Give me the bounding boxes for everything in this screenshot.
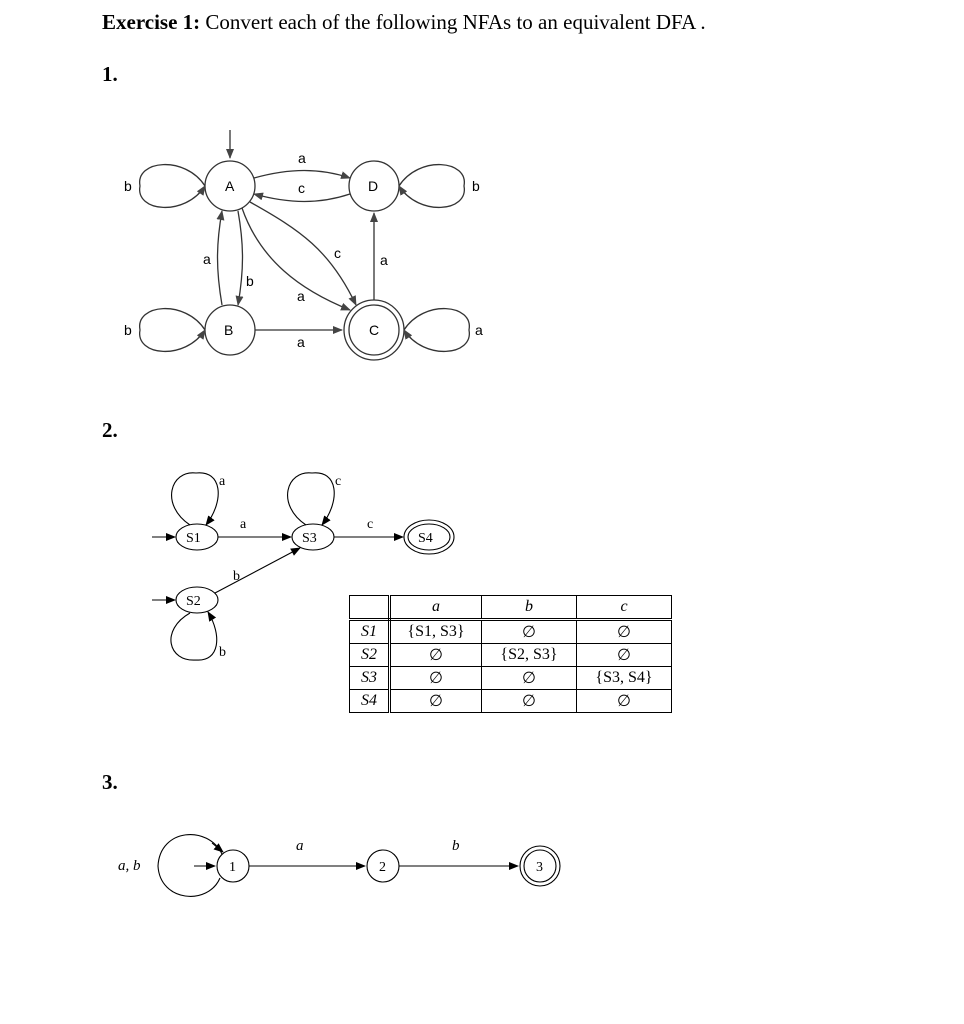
nfa3-label-3: 3 — [536, 860, 543, 875]
table-header-row — [350, 596, 672, 620]
table-row — [350, 644, 672, 667]
nfa1-edge-label-A-C-1: c — [334, 245, 341, 261]
table-cell: {S1, S3} — [390, 620, 482, 644]
nfa1-loop-label-B: b — [124, 322, 132, 338]
table-cell: ∅ — [390, 644, 482, 667]
nfa2-loop-label-S1: a — [219, 474, 226, 489]
table-cell: S4 — [350, 690, 390, 713]
table-cell: ∅ — [390, 667, 482, 690]
nfa3-edge-label-1-2: a — [296, 838, 304, 854]
table-header-cell: c — [577, 596, 672, 620]
table-cell: ∅ — [482, 690, 577, 713]
nfa1-edge-label-C-D: a — [380, 252, 388, 268]
nfa2-loop-S2 — [171, 612, 217, 660]
nfa2-transition-table — [349, 595, 672, 713]
exercise-number-2: 2. — [102, 418, 118, 442]
nfa2-loop-label-S3: c — [335, 474, 342, 489]
nfa1-loop-B — [140, 309, 205, 352]
table-row — [350, 667, 672, 690]
nfa3-label-2: 2 — [379, 860, 386, 875]
nfa1-label-A: A — [225, 178, 235, 194]
nfa2-edge-label-S3-S4: c — [367, 517, 374, 532]
exercise-title: Exercise 1: Convert each of the following NFAs to an equivalent DFA . — [102, 10, 706, 34]
nfa1-edge-label-A-C-2: a — [297, 288, 305, 304]
table-cell: ∅ — [482, 620, 577, 644]
nfa1-loop-C — [404, 309, 469, 352]
nfa1-label-C: C — [369, 322, 380, 338]
nfa1-edge-label-B-A: a — [203, 251, 211, 267]
table-cell: S2 — [350, 644, 390, 667]
nfa2-label-S4: S4 — [418, 531, 433, 546]
table-cell: S3 — [350, 667, 390, 690]
nfa1-loop-D — [399, 165, 464, 208]
nfa1-labels — [124, 150, 483, 350]
nfa2-label-S1: S1 — [186, 531, 201, 546]
nfa2-loop-label-S2: b — [219, 645, 226, 660]
nfa1-edge-A-D — [254, 171, 350, 179]
table-header-cell: b — [482, 596, 577, 620]
nfa1-edge-label-D-A: c — [298, 180, 305, 196]
table-cell: {S3, S4} — [577, 667, 672, 690]
nfa3-edge-label-2-3: b — [452, 838, 460, 854]
nfa3-loop-label: a, b — [118, 858, 141, 874]
nfa2-label-S2: S2 — [186, 594, 201, 609]
nfa3-labels — [229, 860, 543, 875]
nfa1-edge-B-A — [218, 211, 223, 305]
table-cell: ∅ — [577, 620, 672, 644]
nfa1-label-B: B — [224, 322, 234, 338]
nfa2-edge-label-S1-S3: a — [240, 517, 247, 532]
nfa2-label-S3: S3 — [302, 531, 317, 546]
nfa1-edge-A-B — [238, 211, 243, 305]
table-row — [350, 620, 672, 644]
nfa2-edge-label-S2-S3: b — [233, 569, 240, 584]
nfa1-edge-label-A-D: a — [298, 150, 306, 166]
nfa2-loop-S3 — [288, 473, 335, 525]
nfa1-loop-label-A: b — [124, 178, 132, 194]
nfa1-loop-label-C: a — [475, 322, 483, 338]
nfa3-loop-1-head — [212, 843, 223, 852]
nfa1-edge-label-A-B: b — [246, 273, 254, 289]
exercise-number-3: 3. — [102, 770, 118, 794]
nfa1-edge-label-B-C: a — [297, 334, 305, 350]
nfa2-edge-S2-S3 — [215, 548, 300, 593]
table-cell: ∅ — [577, 690, 672, 713]
table-header-cell — [350, 596, 390, 620]
table-cell: ∅ — [577, 644, 672, 667]
table-header-cell: a — [390, 596, 482, 620]
nfa3-diagram — [158, 835, 560, 897]
nfa1-label-D: D — [368, 178, 379, 194]
nfa1-loop-label-D: b — [472, 178, 480, 194]
nfa3-label-1: 1 — [229, 860, 236, 875]
table-cell: {S2, S3} — [482, 644, 577, 667]
nfa1-loop-A — [140, 165, 205, 208]
table-cell: S1 — [350, 620, 390, 644]
exercise-number-1: 1. — [102, 62, 118, 86]
table-row — [350, 690, 672, 713]
table-cell: ∅ — [390, 690, 482, 713]
nfa2-loop-S1 — [172, 473, 219, 525]
table-cell: ∅ — [482, 667, 577, 690]
